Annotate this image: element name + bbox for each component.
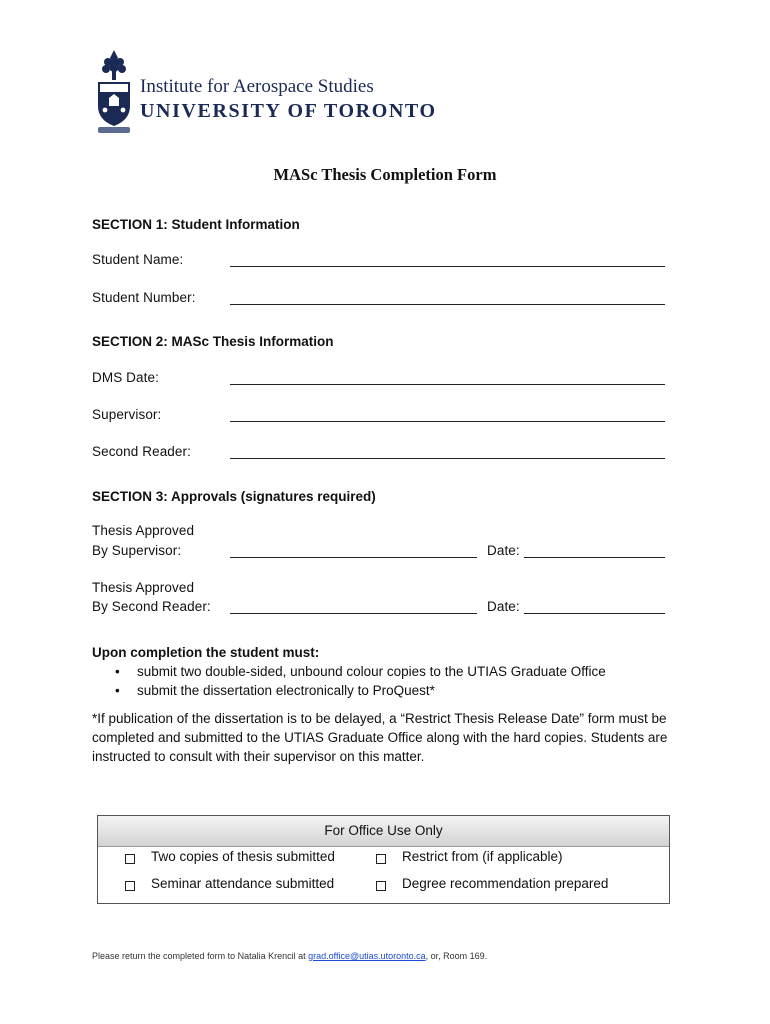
bullet-dot: • [115, 683, 120, 698]
student-number-field[interactable] [230, 304, 665, 305]
section3-heading: SECTION 3: Approvals (signatures required) [92, 489, 376, 504]
supervisor-date-field[interactable] [524, 557, 665, 558]
university-name: UNIVERSITY OF TORONTO [140, 100, 437, 122]
publication-note: *If publication of the dissertation is to be delayed, a “Restrict Thesis Release Date” form must be completed and submitted to the UTIAS Graduate Office along with the hard copies. Students are instructed to consult with their supervisor on this matter. [92, 711, 668, 764]
form-title: MASc Thesis Completion Form [273, 165, 497, 184]
reader-approval-label-line1: Thesis Approved [92, 580, 195, 595]
checkbox-thesis-copies[interactable] [125, 854, 135, 864]
student-name-field[interactable] [230, 266, 665, 267]
supervisor-label: Supervisor: [92, 407, 162, 422]
dms-date-field[interactable] [230, 384, 665, 385]
section2-heading: SECTION 2: MASc Thesis Information [92, 334, 334, 349]
reader-signature-field[interactable] [230, 613, 477, 614]
office-item-label: Degree recommendation prepared [402, 876, 609, 891]
supervisor-field[interactable] [230, 421, 665, 422]
footer-text-after: , or, Room 169. [425, 951, 488, 961]
completion-item: submit two double-sided, unbound colour copies to the UTIAS Graduate Office [137, 664, 606, 679]
university-crest-logo [94, 48, 134, 138]
checkbox-seminar[interactable] [125, 881, 135, 891]
office-item-label: Seminar attendance submitted [151, 876, 335, 891]
reader-date-label: Date: [487, 599, 520, 614]
second-reader-field[interactable] [230, 458, 665, 459]
office-use-box [97, 815, 670, 904]
dms-date-label: DMS Date: [92, 370, 159, 385]
checkbox-restrict[interactable] [376, 854, 386, 864]
bullet-dot: • [115, 664, 120, 679]
office-item-label: Two copies of thesis submitted [151, 849, 335, 864]
reader-date-field[interactable] [524, 613, 665, 614]
second-reader-label: Second Reader: [92, 444, 191, 459]
reader-approval-label-line2: By Second Reader: [92, 599, 211, 614]
checkbox-degree-recommendation[interactable] [376, 881, 386, 891]
supervisor-date-label: Date: [487, 543, 520, 558]
footer-note [92, 951, 487, 961]
completion-heading: Upon completion the student must: [92, 645, 320, 660]
student-number-label: Student Number: [92, 290, 196, 305]
email-link[interactable]: grad.office@utias.utoronto.ca [308, 951, 426, 961]
institute-name: Institute for Aerospace Studies [140, 76, 374, 97]
supervisor-approval-label-line1: Thesis Approved [92, 523, 195, 538]
completion-item: submit the dissertation electronically to ProQuest* [137, 683, 435, 698]
office-use-heading: For Office Use Only [98, 816, 669, 847]
section1-heading: SECTION 1: Student Information [92, 217, 300, 232]
office-item-label: Restrict from (if applicable) [402, 849, 563, 864]
supervisor-signature-field[interactable] [230, 557, 477, 558]
footer-text-before: Please return the completed form to Natalia Krencil at [92, 951, 309, 961]
student-name-label: Student Name: [92, 252, 184, 267]
supervisor-approval-label-line2: By Supervisor: [92, 543, 182, 558]
